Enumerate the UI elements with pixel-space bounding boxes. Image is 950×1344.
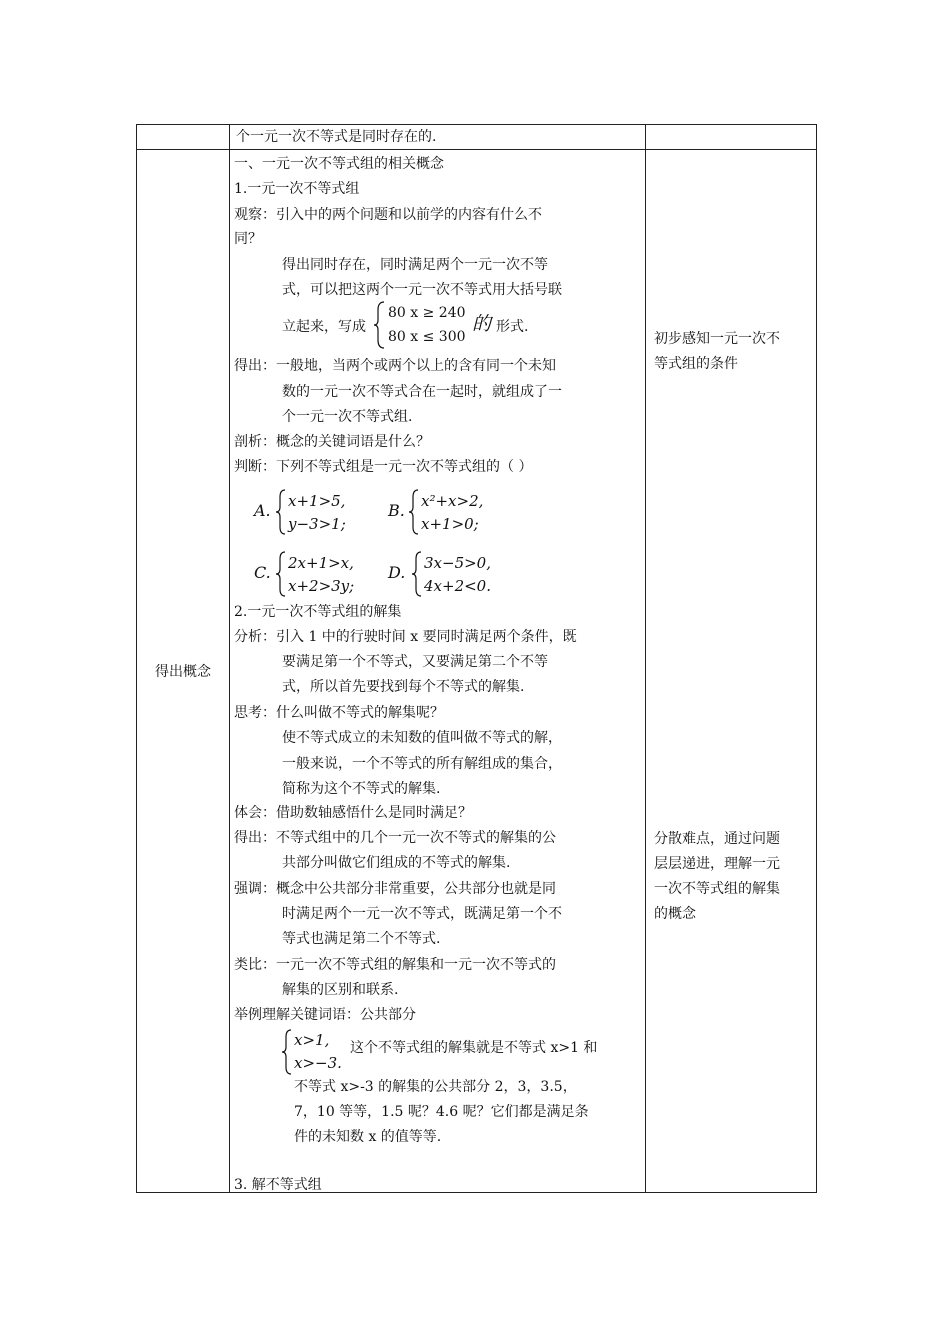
system-line: 80 x ≥ 240 [388,305,466,321]
option-a-label: A. [254,501,271,520]
subheading-3: 3. 解不等式组 [234,1177,322,1193]
intent-cell [646,150,817,1193]
text-line: 体会：借助数轴感悟什么是同时满足？ [234,805,472,821]
text-line: 时满足两个一元一次不等式，既满足第一个不 [282,906,562,922]
text-line: 数的一元一次不等式合在一起时，就组成了一 [282,384,562,400]
brace [374,302,384,348]
text-line: 得出：不等式组中的几个一元一次不等式的解集的公 [234,830,556,846]
text-line: 得出同时存在，同时满足两个一元一次不等 [282,257,548,273]
text-line: 式，所以首先要找到每个不等式的解集. [282,679,525,695]
text-line: 个一元一次不等式组. [282,409,413,425]
intent-line: 的概念 [654,906,696,922]
brace [276,552,285,596]
option-d-label: D. [388,563,406,582]
system-line: 3x−5>0, [424,554,491,572]
text-line: 分析：引入 1 中的行驶时间 x 要同时满足两个条件，既 [234,629,577,645]
stage-cell-empty [137,125,230,150]
brace [409,490,418,534]
option-c-label: C. [254,563,271,582]
text-line: 解集的区别和联系. [282,982,399,998]
content-body [230,150,645,1192]
text-line: 同？ [234,231,262,247]
system-line: x>−3. [294,1054,342,1072]
system-line: x²+x>2, [421,492,484,510]
brace [412,552,421,596]
text-line: 不等式 x>-3 的解集的公共部分 2，3，3.5， [294,1079,577,1095]
intent-line: 一次不等式组的解集 [654,881,780,897]
intent-line: 分散难点，通过问题 [654,831,780,847]
text-line: 简称为这个不等式的解集. [282,781,441,797]
content-cell [230,150,646,1193]
intent-line: 等式组的条件 [654,356,738,372]
table-row [137,150,817,1193]
content-cell-row1 [230,125,646,150]
section-heading: 一、一元一次不等式组的相关概念 [234,156,444,172]
text-line: 剖析：概念的关键词语是什么？ [234,434,430,450]
text-line: 使不等式成立的未知数的值叫做不等式的解， [282,730,562,746]
system-line: 4x+2<0. [424,577,491,595]
text-line: 这个不等式组的解集就是不等式 x>1 和 [350,1040,598,1056]
system-line: 2x+1>x, [288,554,354,572]
system-line: x>1, [294,1031,330,1049]
row1-text: 个一元一次不等式是同时存在的. [236,129,437,145]
text-line: 强调：概念中公共部分非常重要，公共部分也就是同 [234,881,556,897]
text-line: 7，10 等等，1.5 呢？4.6 呢？它们都是满足条 [294,1104,589,1120]
text-line: 得出：一般地，当两个或两个以上的含有同一个未知 [234,358,556,374]
stage-cell [137,150,230,1193]
intent-cell-empty [646,125,817,150]
text-line: 立起来，写成 [282,319,366,335]
stage-label: 得出概念 [155,664,211,680]
brace [276,490,285,534]
example-system [284,1028,344,1080]
intent-line: 层层递进，理解一元 [654,856,780,872]
text-line: 要满足第一个不等式，又要满足第二个不等 [282,654,548,670]
system-line: 80 x ≤ 300 [388,329,466,345]
option-b-system [411,488,501,540]
option-d-system [414,550,514,602]
intent-line: 初步感知一元一次不 [654,331,780,347]
system-line: x+2>3y; [288,577,355,595]
text-line: 判断：下列不等式组是一元一次不等式组的（ ） [234,459,533,475]
option-c-system [278,550,378,602]
table-row [137,125,817,150]
text-de: 的 [472,313,492,335]
brace [282,1030,291,1074]
text-line: 观察：引入中的两个问题和以前学的内容有什么不 [234,207,542,223]
subheading-1: 1.一元一次不等式组 [234,181,360,197]
text-line: 一般来说，一个不等式的所有解组成的集合， [282,756,562,772]
system-line: x+1>0; [421,515,479,533]
text-line: 件的未知数 x 的值等等. [294,1129,442,1145]
text-line: 共部分叫做它们组成的不等式的解集. [282,855,511,871]
text-line: 形式. [496,319,529,335]
text-line: 思考：什么叫做不等式的解集呢？ [234,705,444,721]
lesson-table [136,124,817,1193]
system-line: y−3>1; [288,515,346,533]
text-line: 等式也满足第二个不等式. [282,931,441,947]
option-a-system [278,488,368,540]
text-line: 举例理解关键词语：公共部分 [234,1007,416,1023]
subheading-2: 2.一元一次不等式组的解集 [234,604,402,620]
intent-body [646,150,816,1192]
text-line: 式，可以把这两个一元一次不等式用大括号联 [282,282,562,298]
system-line: x+1>5, [288,492,346,510]
text-line: 类比：一元一次不等式组的解集和一元一次不等式的 [234,957,556,973]
option-b-label: B. [388,501,405,520]
